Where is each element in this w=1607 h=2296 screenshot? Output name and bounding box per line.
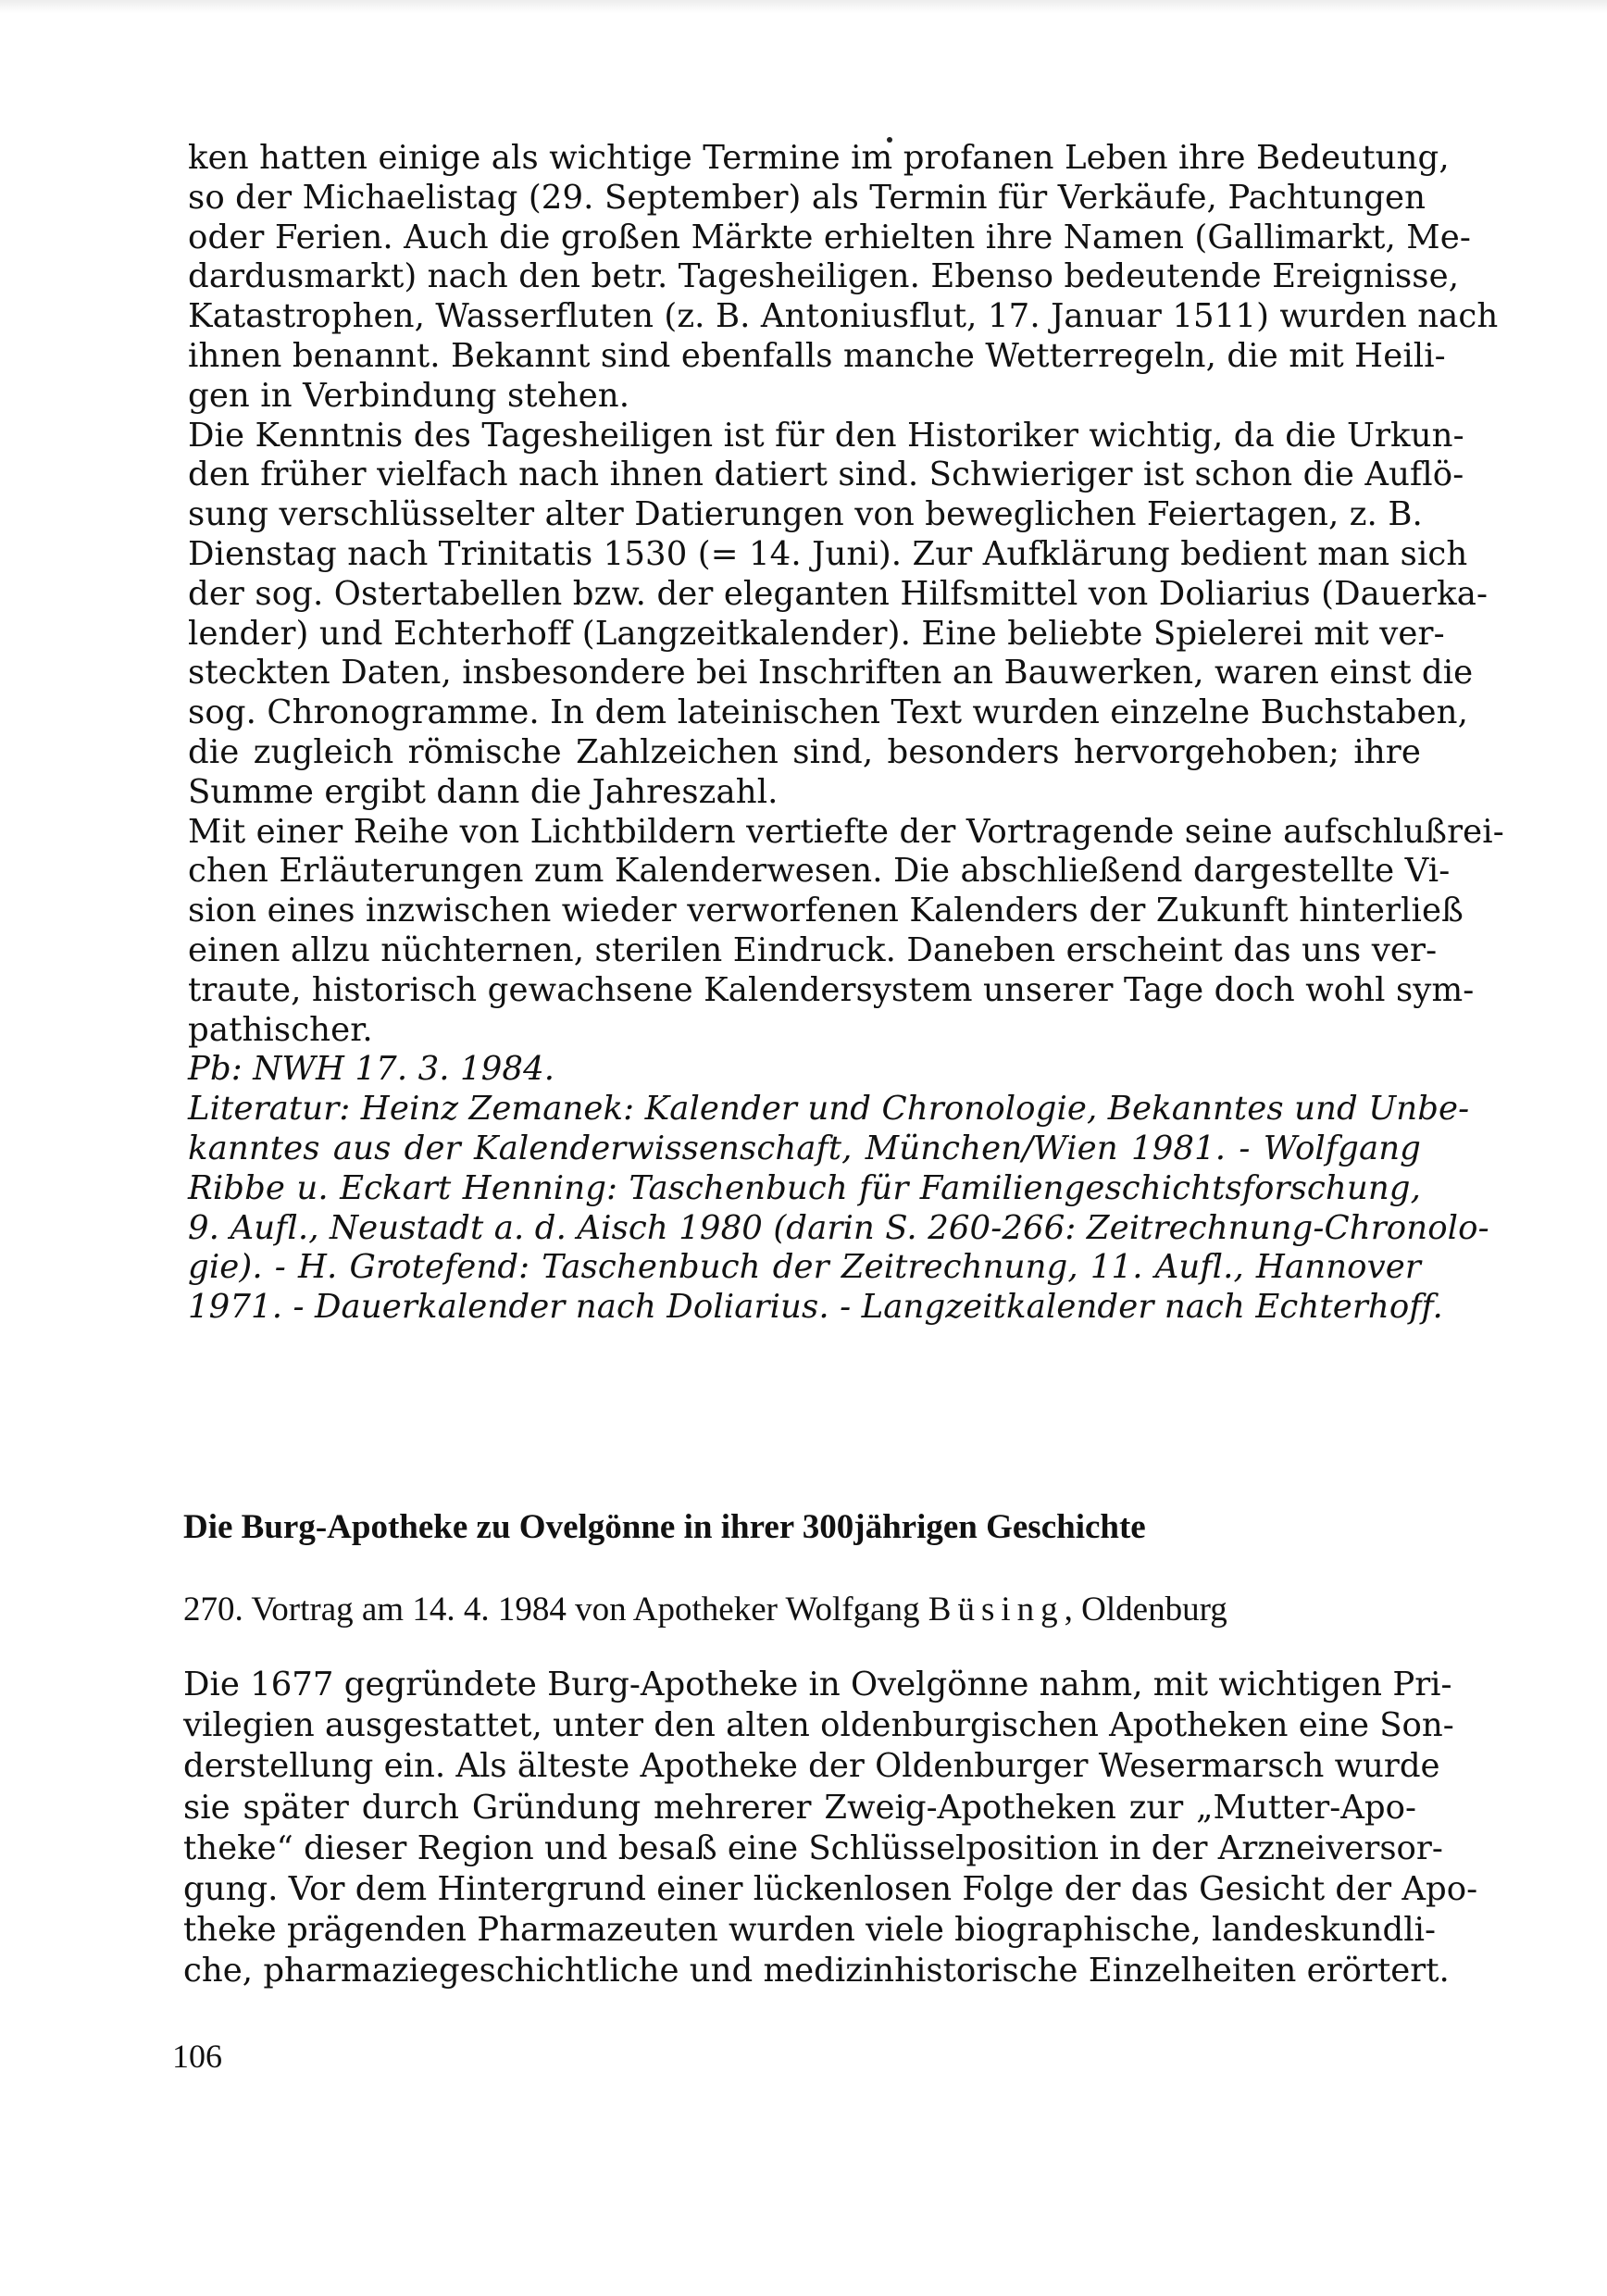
text-line: Die Kenntnis des Tagesheiligen ist für den Historiker wichtig, da die Urkun-	[188, 416, 1464, 455]
paragraph-historian	[188, 416, 1489, 813]
literature-line: Literatur: Heinz Zemanek: Kalender und Chronologie, Bekanntes und Unbe-	[188, 1090, 1470, 1129]
text-line: steckten Daten, insbesondere bei Inschriften an Bauwerken, waren einst die	[188, 654, 1474, 693]
subtitle-location: , Oldenburg	[1064, 1591, 1227, 1628]
text-line: gen in Verbindung stehen.	[188, 376, 630, 415]
text-line: chen Erläuterungen zum Kalenderwesen. Die abschließend dargestellte Vi-	[188, 852, 1451, 891]
paragraph-saints-days	[188, 139, 1499, 417]
abstract-line: che, pharmaziegeschichtliche und medizinhistorische Einzelheiten erörtert.	[183, 1952, 1450, 1990]
abstract-line: vilegien ausgestattet, unter den alten oldenburgischen Apotheken eine Son-	[183, 1706, 1454, 1745]
text-line: ihnen benannt. Bekannt sind ebenfalls manche Wetterregeln, die mit Heili-	[188, 336, 1446, 375]
text-line: der sog. Ostertabellen bzw. der eleganten Hilfsmittel von Doliarius (Dauerka-	[188, 574, 1489, 613]
abstract-line: Die 1677 gegründete Burg-Apotheke in Ovelgönne nahm, mit wichtigen Pri-	[183, 1666, 1452, 1703]
abstract-line: sie später durch Gründung mehrerer Zweig-Apotheken zur „Mutter-Apo-	[183, 1788, 1416, 1827]
text-line: lender) und Echterhoff (Langzeitkalender). Eine beliebte Spielerei mit ver-	[188, 614, 1445, 653]
abstract-line: theke prägenden Pharmazeuten wurden viele biographische, landeskundli-	[183, 1911, 1436, 1950]
source-citation: Pb: NWH 17. 3. 1984.	[188, 1050, 555, 1089]
text-line: den früher vielfach nach ihnen datiert sind. Schwieriger ist schon die Auflö-	[188, 455, 1464, 494]
abstract-line: theke“ dieser Region und besaß eine Schlüsselposition in der Arzneiversor-	[183, 1828, 1443, 1867]
text-line: Summe ergibt dann die Jahreszahl.	[188, 772, 779, 811]
text-line: pathischer.	[188, 1010, 373, 1049]
literature-line: Ribbe u. Eckart Henning: Taschenbuch für Familiengeschichtsforschung,	[188, 1168, 1421, 1207]
text-line: sion eines inzwischen wieder verworfenen Kalenders der Zukunft hinterließ	[188, 892, 1464, 930]
text-line: Katastrophen, Wasserfluten (z. B. Antoniusflut, 17. Januar 1511) wurden nach	[188, 297, 1499, 336]
page-number: 106	[172, 2038, 222, 2075]
lecture-abstract	[183, 1665, 1478, 1992]
literature-line: kanntes aus der Kalenderwissenschaft, München/Wien 1981. - Wolfgang	[188, 1129, 1421, 1167]
text-line: ken hatten einige als wichtige Termine im profanen Leben ihre Bedeutung,	[188, 139, 1450, 177]
speaker-name: Büsing	[928, 1591, 1065, 1628]
paragraph-slides	[188, 812, 1504, 1051]
literature-list	[188, 1090, 1489, 1328]
text-line: sung verschlüsselter alter Datierungen von beweglichen Feiertagen, z. B.	[188, 495, 1423, 534]
text-line: sog. Chronogramme. In dem lateinischen Text wurden einzelne Buchstaben,	[188, 693, 1468, 732]
text-line: traute, historisch gewachsene Kalendersystem unserer Tage doch wohl sym-	[188, 970, 1475, 1009]
lecture-subtitle	[183, 1590, 1227, 1629]
main-text-block	[188, 139, 1504, 1328]
literature-line: 1971. - Dauerkalender nach Doliarius. - Langzeitkalender nach Echterhoff.	[188, 1288, 1443, 1327]
text-line: Mit einer Reihe von Lichtbildern vertiefte der Vortragende seine aufschlußrei-	[188, 812, 1504, 851]
abstract-line: gung. Vor dem Hintergrund einer lückenlosen Folge der das Gesicht der Apo-	[183, 1870, 1478, 1909]
text-line: Dienstag nach Trinitatis 1530 (= 14. Juni). Zur Aufklärung bedient man sich	[188, 534, 1468, 573]
text-line: einen allzu nüchternen, sterilen Eindruck. Daneben erscheint das uns ver-	[188, 930, 1438, 969]
text-line: oder Ferien. Auch die großen Märkte erhielten ihre Namen (Gallimarkt, Me-	[188, 218, 1471, 256]
scan-top-edge	[0, 0, 1607, 13]
section-heading: Die Burg-Apotheke zu Ovelgönne in ihrer 300jährigen Geschichte	[183, 1508, 1146, 1546]
literature-line: 9. Aufl., Neustadt a. d. Aisch 1980 (darin S. 260-266: Zeitrechnung-Chronolo-	[188, 1208, 1489, 1247]
text-line: so der Michaelistag (29. September) als Termin für Verkäufe, Pachtungen	[188, 178, 1426, 217]
text-line: dardusmarkt) nach den betr. Tagesheiligen. Ebenso bedeutende Ereignisse,	[188, 257, 1460, 296]
subtitle-text: 270. Vortrag am 14. 4. 1984 von Apotheker Wolfgang	[183, 1591, 928, 1628]
text-line: die zugleich römische Zahlzeichen sind, besonders hervorgehoben; ihre	[188, 732, 1421, 771]
literature-line: gie). - H. Grotefend: Taschenbuch der Zeitrechnung, 11. Aufl., Hannover	[188, 1248, 1421, 1287]
abstract-line: derstellung ein. Als älteste Apotheke der Oldenburger Wesermarsch wurde	[183, 1747, 1440, 1786]
